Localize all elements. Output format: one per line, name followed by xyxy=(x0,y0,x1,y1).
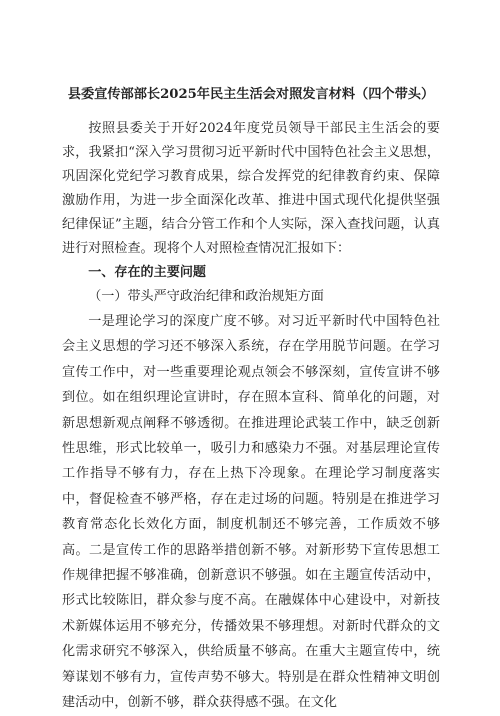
body-paragraph: 一是理论学习的深度广度不够。对习近平新时代中国特色社会主义思想的学习还不够深入系统，存在学用脱节问题。在学习宣传工作中，对一些重要理论观点领会不够深刻，宣传宣讲不够到位。如在组织理论宣讲时，存在照本宣科、简单化的问题，对新思想新观点阐释不够透彻。在推进理论武装工作中，缺乏创新性思维，形式比较单一，吸引力和感染力不强。对基层理论宣传工作指导不够有力，存在上热下冷现象。在理论学习制度落实中，督促检查不够严格，存在走过场的问题。特别是在推进学习教育常态化长效化方面，制度机制还不够完善，工作质效不够高。二是宣传工作的思路举措创新不够。对新形势下宣传思想工作规律把握不够准确，创新意识不够强。如在主题宣传活动中，形式比较陈旧，群众参与度不高。在融媒体中心建设中，对新技术新媒体运用不够充分，传播效果不够理想。对新时代群众的文化需求研究不够深入，供给质量不够高。在重大主题宣传中，统筹谋划不够有力，宣传声势不够大。特别是在群众性精神文明创建活动中，创新不够，群众获得感不强。在文化 xyxy=(62,314,440,711)
intro-paragraph: 按照县委关于开好2024年度党员领导干部民主生活会的要求，我紧扣“深入学习贯彻习近平新时代中国特色社会主义思想，巩固深化党纪学习教育成果，综合发挥党的纪律教育约束、保障激励作用，为进一步全面深化改革、推进中国式现代化提供坚强纪律保证”主题，结合分管工作和个人实际，深入查找问题，认真进行对照检查。现将个人对照检查情况汇报如下： xyxy=(62,121,440,256)
section-heading: 一、存在的主要问题 xyxy=(88,265,207,280)
document-title: 县委宣传部部长2025年民主生活会对照发言材料（四个带头） xyxy=(67,87,435,102)
subsection-heading: （一）带头严守政治纪律和政治规矩方面 xyxy=(88,289,324,304)
document-page xyxy=(62,84,440,716)
